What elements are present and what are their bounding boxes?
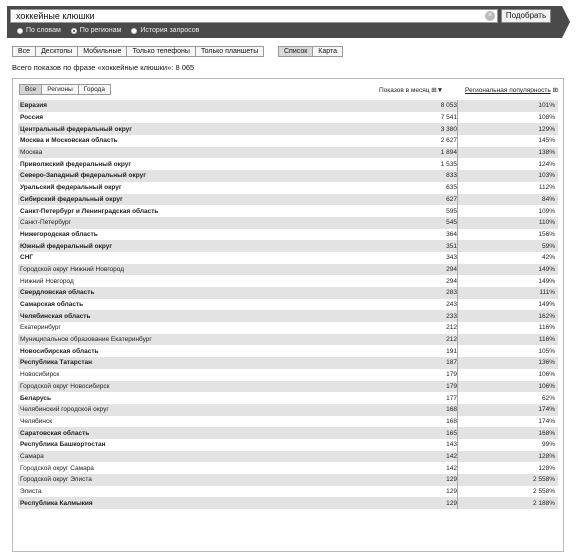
column-divider [457, 147, 458, 159]
table-row [18, 135, 558, 147]
search-mode-radios [17, 26, 199, 36]
table-row [18, 416, 558, 428]
shows-count: 191 [446, 347, 457, 355]
column-divider [457, 205, 458, 217]
region-name[interactable]: Россия [20, 114, 44, 122]
clear-icon[interactable]: × [485, 11, 495, 21]
region-name[interactable]: Нижний Новгород [20, 277, 74, 285]
table-row [18, 451, 558, 463]
regional-popularity: 174% [538, 417, 555, 425]
region-name[interactable]: Санкт-Петербург [20, 219, 71, 227]
region-name[interactable]: Республика Башкортостан [20, 441, 106, 449]
shows-count: 142 [446, 464, 457, 472]
region-type-tabs [19, 84, 110, 95]
region-name[interactable]: Санкт-Петербург и Ленинградская область [20, 207, 159, 215]
region-name[interactable]: Новосибирская область [20, 347, 99, 355]
view-tabs [278, 46, 342, 57]
regional-popularity: 149% [538, 265, 555, 273]
table-row [18, 462, 558, 474]
shows-count: 545 [446, 219, 457, 227]
column-divider [457, 357, 458, 369]
region-name[interactable]: Южный федеральный округ [20, 242, 113, 250]
column-divider [457, 392, 458, 404]
table-row [18, 275, 558, 287]
table-row [18, 205, 558, 217]
region-name[interactable]: Москва и Московская область [20, 137, 118, 145]
table-row [18, 381, 558, 393]
regional-popularity: 124% [538, 160, 555, 168]
table-row [18, 404, 558, 416]
table-body [18, 100, 558, 509]
table-header [13, 79, 563, 99]
shows-count: 233 [446, 312, 457, 320]
region-name[interactable]: Нижегородская область [20, 230, 98, 238]
table-row [18, 158, 558, 170]
column-divider [457, 416, 458, 428]
region-name[interactable]: Москва [20, 149, 43, 157]
region-name[interactable]: Городской округ Нижний Новгород [20, 265, 125, 273]
table-row [18, 369, 558, 381]
column-divider [457, 462, 458, 474]
regional-popularity: 138% [538, 149, 555, 157]
regional-popularity: 42% [541, 254, 555, 262]
shows-count: 833 [446, 172, 457, 180]
table-row [18, 427, 558, 439]
regional-popularity: 156% [538, 230, 555, 238]
region-name[interactable]: Саратовская область [20, 429, 90, 437]
table-row [18, 497, 558, 509]
regional-popularity: 105% [538, 347, 555, 355]
regional-popularity: 145% [538, 137, 555, 145]
regional-popularity: 111% [539, 289, 555, 297]
shows-count: 212 [446, 336, 457, 344]
column-divider [457, 287, 458, 299]
region-name[interactable]: Екатеринбург [20, 324, 61, 332]
table-row [18, 322, 558, 334]
shows-count: 187 [446, 359, 457, 367]
regional-popularity: 106% [538, 371, 555, 379]
table-row [18, 439, 558, 451]
column-divider [457, 229, 458, 241]
shows-count: 2 627 [440, 137, 457, 145]
shows-count: 179 [446, 382, 457, 390]
column-divider [457, 310, 458, 322]
col-pop-label[interactable]: Региональная популярность [465, 87, 551, 94]
shows-count: 294 [446, 265, 457, 273]
shows-count: 168 [446, 406, 457, 414]
region-name[interactable]: СНГ [20, 254, 34, 262]
regional-popularity: 2 558% [532, 488, 555, 496]
regional-popularity: 99% [541, 441, 555, 449]
regional-popularity: 162% [538, 312, 555, 320]
shows-count: 3 380 [440, 125, 457, 133]
shows-count: 627 [446, 195, 457, 203]
shows-count: 143 [446, 441, 457, 449]
regional-popularity: 149% [538, 301, 555, 309]
region-name[interactable]: Челябинск [20, 417, 53, 425]
region-name[interactable]: Республика Татарстан [20, 359, 93, 367]
table-row [18, 287, 558, 299]
shows-count: 294 [446, 277, 457, 285]
view-tab[interactable]: Карта [312, 46, 343, 57]
regional-popularity: 116% [538, 336, 555, 344]
column-divider [457, 217, 458, 229]
region-name[interactable]: Беларусь [20, 394, 51, 402]
region-name[interactable]: Центральный федеральный округ [20, 125, 132, 133]
column-divider [457, 100, 458, 112]
column-divider [457, 322, 458, 334]
shows-count: 343 [446, 254, 457, 262]
shows-count: 212 [446, 324, 457, 332]
region-name[interactable]: Евразия [20, 102, 48, 110]
region-name[interactable]: Самара [20, 452, 44, 460]
region-type-tab[interactable]: Все [19, 84, 42, 95]
col-shows-label: Показов в месяц [379, 87, 430, 94]
column-divider [457, 252, 458, 264]
col-pop-header[interactable] [465, 86, 558, 94]
regional-popularity: 101% [538, 102, 555, 110]
shows-count: 243 [446, 301, 457, 309]
shows-count: 1 535 [440, 160, 457, 168]
radio-label: История запросов [140, 27, 200, 34]
shows-count: 179 [446, 371, 457, 379]
column-divider [457, 486, 458, 498]
column-divider [457, 182, 458, 194]
column-divider [457, 334, 458, 346]
radio-label: По словам [26, 27, 61, 34]
regional-popularity: 129% [538, 125, 555, 133]
search-bar [7, 6, 562, 38]
regional-popularity: 84% [541, 195, 555, 203]
shows-count: 595 [446, 207, 457, 215]
sort-desc-icon[interactable]: ⊞▼ [431, 87, 444, 94]
table-row [18, 240, 558, 252]
sort-icon[interactable]: ⊞ [552, 87, 558, 94]
region-name[interactable]: Городской округ Самара [20, 464, 94, 472]
column-divider [457, 194, 458, 206]
device-tab[interactable]: Мобильные [77, 46, 127, 57]
region-name[interactable]: Уральский федеральный округ [20, 184, 122, 192]
shows-count: 177 [446, 394, 457, 402]
device-tab[interactable]: Все [12, 46, 36, 57]
column-divider [457, 170, 458, 182]
region-name[interactable]: Республика Калмыкия [20, 499, 93, 507]
column-divider [457, 369, 458, 381]
table-row [18, 299, 558, 311]
regional-popularity: 112% [538, 184, 555, 192]
table-row [18, 112, 558, 124]
regional-popularity: 174% [538, 406, 555, 414]
region-name[interactable]: Северо-Западный федеральный округ [20, 172, 146, 180]
column-divider [457, 427, 458, 439]
column-divider [457, 474, 458, 486]
column-divider [457, 135, 458, 147]
regional-popularity: 168% [538, 429, 555, 437]
column-divider [457, 451, 458, 463]
table-row [18, 357, 558, 369]
region-type-tab[interactable]: Регионы [41, 84, 79, 95]
col-shows-header[interactable] [379, 86, 443, 94]
regional-popularity: 108% [538, 114, 555, 122]
table-row [18, 182, 558, 194]
region-name[interactable]: Городской округ Элиста [20, 476, 92, 484]
regional-popularity: 110% [538, 219, 555, 227]
column-divider [457, 381, 458, 393]
radio-option[interactable] [131, 26, 199, 36]
shows-count: 142 [446, 452, 457, 460]
regional-popularity: 59% [541, 242, 555, 250]
shows-count: 129 [446, 488, 457, 496]
regional-popularity: 136% [538, 359, 555, 367]
radio-label: По регионам [79, 27, 122, 34]
radio-dot-icon[interactable] [17, 28, 23, 34]
view-tab[interactable]: Список [278, 46, 313, 57]
search-bar-arrow [562, 6, 570, 38]
region-name[interactable]: Муниципальное образование Екатеринбург [20, 336, 152, 344]
column-divider [457, 299, 458, 311]
regional-popularity: 116% [538, 324, 555, 332]
table-row [18, 310, 558, 322]
table-row [18, 334, 558, 346]
device-tab[interactable]: Только планшеты [195, 46, 264, 57]
table-row [18, 229, 558, 241]
shows-count: 1 894 [440, 149, 457, 157]
radio-dot-icon[interactable] [131, 28, 137, 34]
region-name[interactable]: Свердловская область [20, 289, 95, 297]
regional-popularity: 2 188% [532, 499, 555, 507]
regional-popularity: 128% [538, 464, 555, 472]
regional-popularity: 128% [538, 452, 555, 460]
shows-count: 283 [446, 289, 457, 297]
region-name[interactable]: Городской округ Новосибирск [20, 382, 110, 390]
regional-popularity: 109% [538, 207, 555, 215]
regional-popularity: 103% [538, 172, 555, 180]
device-tab[interactable]: Только телефоны [126, 46, 196, 57]
column-divider [457, 112, 458, 124]
table-row [18, 474, 558, 486]
table-row [18, 217, 558, 229]
shows-count: 165 [446, 429, 457, 437]
shows-count: 129 [446, 499, 457, 507]
column-divider [457, 123, 458, 135]
search-input[interactable]: хоккейные клюшки [10, 9, 498, 23]
column-divider [457, 275, 458, 287]
column-divider [457, 497, 458, 509]
table-row [18, 194, 558, 206]
region-name[interactable]: Элиста [20, 488, 42, 496]
submit-button[interactable]: Подобрать [501, 9, 551, 23]
column-divider [457, 240, 458, 252]
regions-table [12, 78, 564, 552]
table-row [18, 264, 558, 276]
region-name[interactable]: Челябинская область [20, 312, 91, 320]
column-divider [457, 404, 458, 416]
table-row [18, 170, 558, 182]
shows-count: 129 [446, 476, 457, 484]
shows-count: 351 [446, 242, 457, 250]
table-row [18, 147, 558, 159]
device-tabs [12, 46, 263, 57]
column-divider [457, 345, 458, 357]
regional-popularity: 2 558% [532, 476, 555, 484]
table-row [18, 345, 558, 357]
radio-option[interactable] [71, 26, 122, 36]
shows-count: 8 053 [440, 102, 457, 110]
shows-count: 168 [446, 417, 457, 425]
region-name[interactable]: Приволжский федеральный округ [20, 160, 132, 168]
table-row [18, 486, 558, 498]
regional-popularity: 62% [541, 394, 555, 402]
table-row [18, 100, 558, 112]
region-name[interactable]: Самарская область [20, 301, 84, 309]
table-row [18, 392, 558, 404]
radio-dot-icon[interactable] [71, 28, 77, 34]
region-type-tab[interactable]: Города [78, 84, 111, 95]
column-divider [457, 439, 458, 451]
table-row [18, 252, 558, 264]
column-divider [457, 264, 458, 276]
column-divider [457, 158, 458, 170]
shows-count: 7 541 [440, 114, 457, 122]
device-tab[interactable]: Десктопы [35, 46, 78, 57]
region-name[interactable]: Сибирский федеральный округ [20, 195, 123, 203]
shows-count: 635 [446, 184, 457, 192]
total-shows-label: Всего показов по фразе «хоккейные клюшки»: 8 065 [12, 63, 195, 72]
regional-popularity: 149% [538, 277, 555, 285]
region-name[interactable]: Новосибирск [20, 371, 60, 379]
table-row [18, 123, 558, 135]
radio-option[interactable] [17, 26, 61, 36]
region-name[interactable]: Челябинский городской округ [20, 406, 109, 414]
shows-count: 364 [446, 230, 457, 238]
regional-popularity: 106% [538, 382, 555, 390]
